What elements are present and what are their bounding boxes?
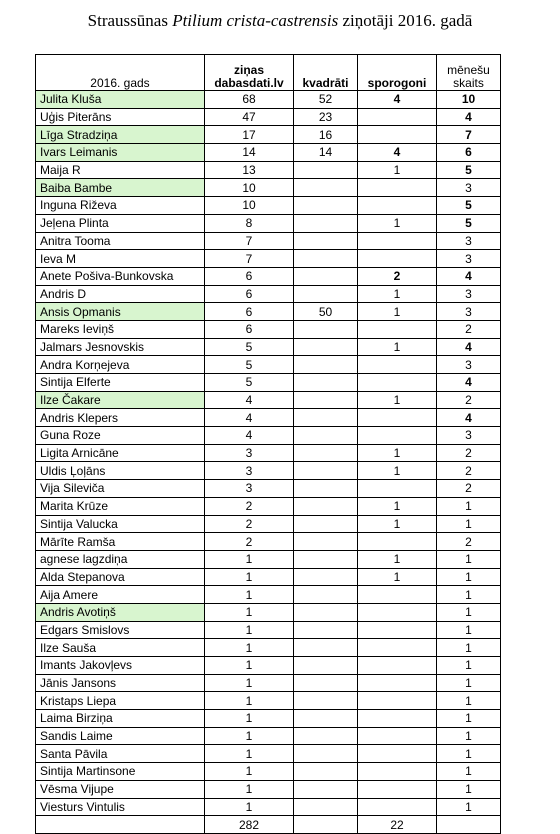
title-suffix: ziņotāji 2016. gadā: [338, 11, 473, 30]
reporter-name: Sandis Laime: [36, 727, 205, 745]
table-row: [36, 161, 501, 179]
reports-cell: 1: [205, 657, 294, 675]
squares-cell: [294, 391, 358, 409]
table-row: [36, 568, 501, 586]
reports-cell: 1: [205, 568, 294, 586]
sporogons-cell: [358, 603, 437, 621]
squares-cell: 16: [294, 126, 358, 144]
table-row: [36, 745, 501, 763]
reports-cell: 13: [205, 161, 294, 179]
sporogons-cell: [358, 232, 437, 250]
months-cell: 1: [437, 727, 501, 745]
squares-cell: [294, 374, 358, 392]
table-row: [36, 780, 501, 798]
reporter-name: Ilze Sauša: [36, 639, 205, 657]
table-row: [36, 320, 501, 338]
months-cell: 1: [437, 586, 501, 604]
months-cell: 1: [437, 550, 501, 568]
squares-cell: [294, 621, 358, 639]
table-row: [36, 727, 501, 745]
reporter-name: Andris D: [36, 285, 205, 303]
months-cell: 2: [437, 462, 501, 480]
table-row: [36, 374, 501, 392]
squares-cell: [294, 214, 358, 232]
table-row: [36, 214, 501, 232]
reporter-name: Laima Birziņa: [36, 710, 205, 728]
sporogons-cell: [358, 692, 437, 710]
months-cell: 1: [437, 639, 501, 657]
reports-cell: 4: [205, 391, 294, 409]
months-cell: 1: [437, 763, 501, 781]
sporogons-cell: [358, 480, 437, 498]
table-body: [36, 91, 501, 816]
table-row: [36, 639, 501, 657]
reports-cell: 6: [205, 320, 294, 338]
months-cell: 4: [437, 267, 501, 285]
reports-cell: 1: [205, 586, 294, 604]
months-cell: 2: [437, 444, 501, 462]
reports-cell: 1: [205, 621, 294, 639]
squares-cell: [294, 338, 358, 356]
squares-cell: [294, 480, 358, 498]
squares-cell: [294, 727, 358, 745]
squares-cell: [294, 285, 358, 303]
reports-cell: 14: [205, 144, 294, 162]
reporter-name: Anitra Tooma: [36, 232, 205, 250]
sporogons-cell: [358, 427, 437, 445]
sporogons-cell: [358, 250, 437, 268]
sporogons-cell: [358, 356, 437, 374]
months-cell: 10: [437, 91, 501, 109]
squares-cell: [294, 497, 358, 515]
header-sporogons: sporogoni: [358, 55, 437, 91]
reporter-name: Sintija Martinsone: [36, 763, 205, 781]
squares-cell: [294, 515, 358, 533]
reporter-name: Julita Kluša: [36, 91, 205, 109]
reports-cell: 4: [205, 427, 294, 445]
squares-cell: [294, 356, 358, 374]
squares-cell: [294, 161, 358, 179]
squares-cell: [294, 586, 358, 604]
table-row: [36, 533, 501, 551]
total-sporogons: 22: [358, 816, 437, 834]
reporter-name: Baiba Bambe: [36, 179, 205, 197]
table-row: [36, 480, 501, 498]
months-cell: 4: [437, 409, 501, 427]
squares-cell: [294, 798, 358, 816]
table-row: [36, 497, 501, 515]
reporter-name: Ieva M: [36, 250, 205, 268]
sporogons-cell: [358, 533, 437, 551]
sporogons-cell: 1: [358, 391, 437, 409]
reporter-name: Edgars Smislovs: [36, 621, 205, 639]
months-cell: 5: [437, 197, 501, 215]
months-cell: 2: [437, 391, 501, 409]
sporogons-cell: 1: [358, 444, 437, 462]
sporogons-cell: [358, 674, 437, 692]
sporogons-cell: [358, 727, 437, 745]
months-cell: 3: [437, 427, 501, 445]
table-row: [36, 427, 501, 445]
table-row: [36, 515, 501, 533]
months-cell: 2: [437, 533, 501, 551]
table-row: [36, 586, 501, 604]
reports-cell: 17: [205, 126, 294, 144]
reporter-name: Viesturs Vintulis: [36, 798, 205, 816]
reporter-name: Santa Pāvila: [36, 745, 205, 763]
reports-cell: 1: [205, 745, 294, 763]
reporter-name: Alda Stepanova: [36, 568, 205, 586]
sporogons-cell: [358, 621, 437, 639]
reports-cell: 3: [205, 462, 294, 480]
reports-cell: 1: [205, 639, 294, 657]
sporogons-cell: [358, 798, 437, 816]
squares-cell: [294, 710, 358, 728]
table-row: [36, 91, 501, 109]
sporogons-cell: 1: [358, 515, 437, 533]
reports-cell: 10: [205, 179, 294, 197]
reporter-name: Kristaps Liepa: [36, 692, 205, 710]
reports-cell: 1: [205, 763, 294, 781]
header-reports: ziņas dabasdati.lv: [205, 55, 294, 91]
reports-cell: 6: [205, 303, 294, 321]
table-row: [36, 621, 501, 639]
reports-cell: 2: [205, 515, 294, 533]
sporogons-cell: [358, 780, 437, 798]
reports-cell: 4: [205, 409, 294, 427]
sporogons-cell: 1: [358, 568, 437, 586]
months-cell: 1: [437, 568, 501, 586]
reporter-name: Aija Amere: [36, 586, 205, 604]
sporogons-cell: 4: [358, 144, 437, 162]
table-row: [36, 356, 501, 374]
table-row: [36, 197, 501, 215]
total-reports: 282: [205, 816, 294, 834]
months-cell: 3: [437, 303, 501, 321]
months-cell: 4: [437, 108, 501, 126]
sporogons-cell: [358, 126, 437, 144]
table-row: [36, 603, 501, 621]
table-row: [36, 798, 501, 816]
sporogons-cell: [358, 179, 437, 197]
months-cell: 1: [437, 515, 501, 533]
months-cell: 3: [437, 356, 501, 374]
months-cell: 3: [437, 285, 501, 303]
months-cell: 3: [437, 179, 501, 197]
months-cell: 7: [437, 126, 501, 144]
reporter-name: Andra Korņejeva: [36, 356, 205, 374]
sporogons-cell: [358, 108, 437, 126]
header-squares: kvadrāti: [294, 55, 358, 91]
reports-cell: 7: [205, 250, 294, 268]
page-title: [0, 11, 560, 31]
reporter-name: Vija Sileviča: [36, 480, 205, 498]
reporter-name: Guna Roze: [36, 427, 205, 445]
reporter-name: Ligita Arnicāne: [36, 444, 205, 462]
sporogons-cell: 1: [358, 550, 437, 568]
months-cell: 1: [437, 710, 501, 728]
months-cell: 1: [437, 497, 501, 515]
months-cell: 6: [437, 144, 501, 162]
squares-cell: 52: [294, 91, 358, 109]
months-cell: 3: [437, 250, 501, 268]
sporogons-cell: 1: [358, 285, 437, 303]
months-cell: 5: [437, 214, 501, 232]
reports-cell: 6: [205, 267, 294, 285]
header-year: 2016. gads: [36, 55, 205, 91]
months-cell: 1: [437, 674, 501, 692]
squares-cell: [294, 320, 358, 338]
months-cell: 1: [437, 657, 501, 675]
reports-cell: 7: [205, 232, 294, 250]
table-row: [36, 126, 501, 144]
months-cell: 1: [437, 603, 501, 621]
squares-cell: [294, 780, 358, 798]
reports-cell: 5: [205, 374, 294, 392]
months-cell: 4: [437, 338, 501, 356]
sporogons-cell: [358, 657, 437, 675]
sporogons-cell: [358, 320, 437, 338]
squares-cell: [294, 674, 358, 692]
reporter-name: Andris Klepers: [36, 409, 205, 427]
title-prefix: Straussūnas: [87, 11, 173, 30]
reports-cell: 1: [205, 798, 294, 816]
reporter-name: Jānis Jansons: [36, 674, 205, 692]
reports-cell: 3: [205, 480, 294, 498]
table-row: [36, 409, 501, 427]
reporter-name: Ansis Opmanis: [36, 303, 205, 321]
table-row: [36, 232, 501, 250]
months-cell: 1: [437, 780, 501, 798]
reporter-name: Anete Pošiva-Bunkovska: [36, 267, 205, 285]
table-header: [36, 55, 501, 91]
reports-cell: 10: [205, 197, 294, 215]
sporogons-cell: [358, 710, 437, 728]
months-cell: 1: [437, 798, 501, 816]
reports-cell: 3: [205, 444, 294, 462]
table-row: [36, 462, 501, 480]
header-months: mēnešu skaits: [437, 55, 501, 91]
months-cell: 1: [437, 692, 501, 710]
reporter-name: Vēsma Vijupe: [36, 780, 205, 798]
reporter-name: Jeļena Plinta: [36, 214, 205, 232]
table-row: [36, 692, 501, 710]
squares-cell: [294, 267, 358, 285]
squares-cell: [294, 763, 358, 781]
reports-cell: 68: [205, 91, 294, 109]
reporter-name: Uģis Piterāns: [36, 108, 205, 126]
reporter-name: Marita Krūze: [36, 497, 205, 515]
squares-cell: 50: [294, 303, 358, 321]
sporogons-cell: [358, 374, 437, 392]
squares-cell: [294, 568, 358, 586]
sporogons-cell: [358, 409, 437, 427]
sporogons-cell: 2: [358, 267, 437, 285]
months-cell: 1: [437, 621, 501, 639]
reports-cell: 47: [205, 108, 294, 126]
table-row: [36, 657, 501, 675]
squares-cell: [294, 692, 358, 710]
squares-cell: [294, 639, 358, 657]
squares-cell: [294, 444, 358, 462]
sporogons-cell: [358, 197, 437, 215]
table-row: [36, 338, 501, 356]
squares-cell: 14: [294, 144, 358, 162]
reporter-name: Līga Stradziņa: [36, 126, 205, 144]
reporter-name: Uldis Ļoļāns: [36, 462, 205, 480]
table-row: [36, 144, 501, 162]
squares-cell: [294, 462, 358, 480]
reporter-name: Ivars Leimanis: [36, 144, 205, 162]
squares-cell: [294, 603, 358, 621]
months-cell: 1: [437, 745, 501, 763]
sporogons-cell: [358, 763, 437, 781]
reporter-name: Imants Jakovļevs: [36, 657, 205, 675]
reports-cell: 8: [205, 214, 294, 232]
sporogons-cell: 1: [358, 497, 437, 515]
sporogons-cell: 1: [358, 338, 437, 356]
reports-cell: 2: [205, 533, 294, 551]
squares-cell: [294, 197, 358, 215]
table-row: [36, 250, 501, 268]
squares-cell: 23: [294, 108, 358, 126]
squares-cell: [294, 409, 358, 427]
sporogons-cell: [358, 745, 437, 763]
reporter-name: Sintija Valucka: [36, 515, 205, 533]
reports-cell: 1: [205, 727, 294, 745]
sporogons-cell: 1: [358, 161, 437, 179]
reporter-name: Mārīte Ramša: [36, 533, 205, 551]
reporter-name: agnese lagzdiņa: [36, 550, 205, 568]
reports-cell: 5: [205, 338, 294, 356]
reports-cell: 6: [205, 285, 294, 303]
reports-cell: 1: [205, 710, 294, 728]
sporogons-cell: [358, 586, 437, 604]
table-row: [36, 108, 501, 126]
reports-cell: 1: [205, 674, 294, 692]
months-cell: 3: [437, 232, 501, 250]
sporogons-cell: 4: [358, 91, 437, 109]
reporters-table: [35, 54, 501, 834]
squares-cell: [294, 250, 358, 268]
months-cell: 4: [437, 374, 501, 392]
sporogons-cell: [358, 639, 437, 657]
months-cell: 5: [437, 161, 501, 179]
squares-cell: [294, 232, 358, 250]
sporogons-cell: 1: [358, 303, 437, 321]
squares-cell: [294, 427, 358, 445]
sporogons-cell: 1: [358, 462, 437, 480]
squares-cell: [294, 550, 358, 568]
reports-cell: 1: [205, 550, 294, 568]
table-row: [36, 179, 501, 197]
squares-cell: [294, 657, 358, 675]
table-row: [36, 763, 501, 781]
reporter-name: Inguna Riževa: [36, 197, 205, 215]
table-row: [36, 267, 501, 285]
table-row: [36, 710, 501, 728]
table-row: [36, 303, 501, 321]
reporter-name: Sintija Elferte: [36, 374, 205, 392]
months-cell: 2: [437, 320, 501, 338]
reports-cell: 1: [205, 692, 294, 710]
reports-cell: 1: [205, 780, 294, 798]
table-row: [36, 674, 501, 692]
reporter-name: Mareks Ieviņš: [36, 320, 205, 338]
table-row: [36, 550, 501, 568]
reporter-name: Andris Avotiņš: [36, 603, 205, 621]
squares-cell: [294, 179, 358, 197]
reporter-name: Jalmars Jesnovskis: [36, 338, 205, 356]
squares-cell: [294, 745, 358, 763]
months-cell: 2: [437, 480, 501, 498]
title-species: Ptilium crista-castrensis: [172, 11, 339, 30]
sporogons-cell: 1: [358, 214, 437, 232]
reports-cell: 1: [205, 603, 294, 621]
table-row: [36, 285, 501, 303]
reporter-name: Maija R: [36, 161, 205, 179]
reporter-name: Ilze Čakare: [36, 391, 205, 409]
reports-cell: 5: [205, 356, 294, 374]
reports-cell: 2: [205, 497, 294, 515]
squares-cell: [294, 533, 358, 551]
table-row: [36, 444, 501, 462]
table-row: [36, 391, 501, 409]
